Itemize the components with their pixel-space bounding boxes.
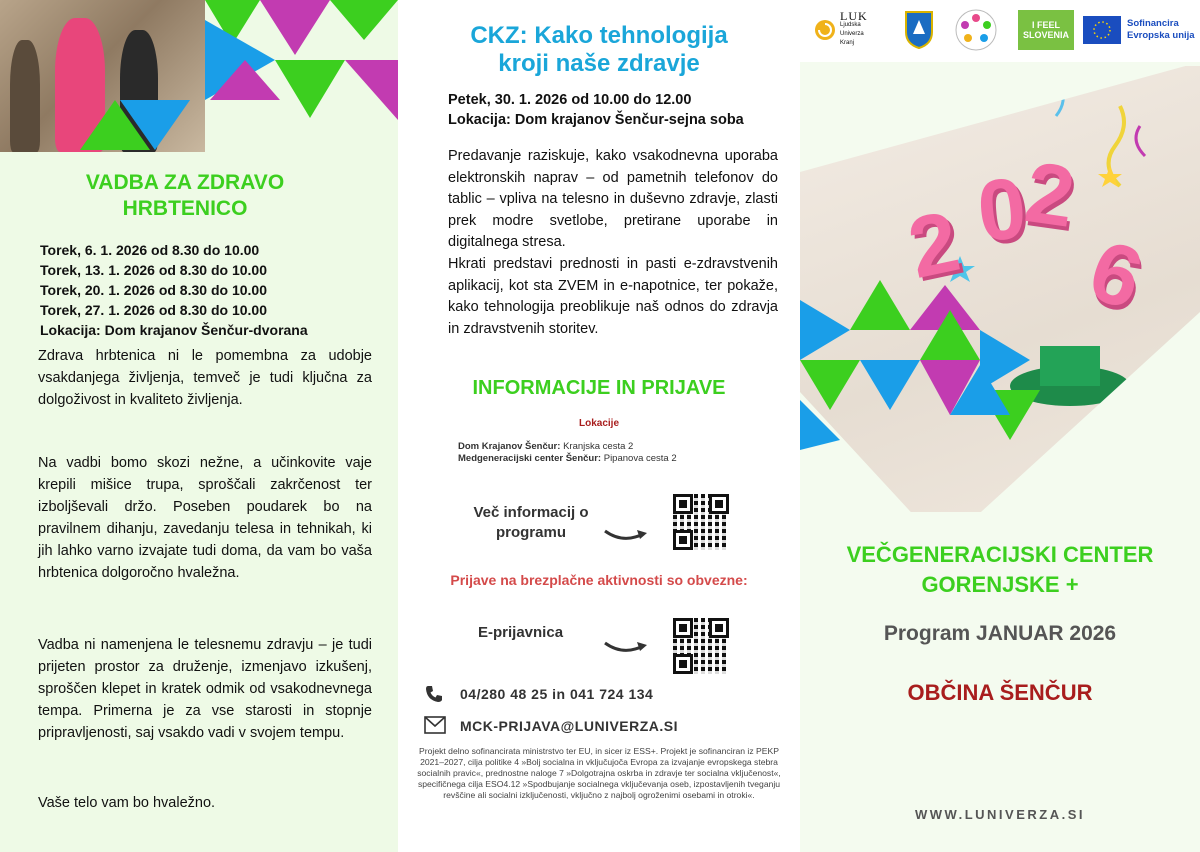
middle-paragraph-2: Hkrati predstavi prednosti in pasti e-zdravstvenih aplikacij, kot sta ZVEM in e-napotnice, ter pokaže, kako tehnologija preoblikuje naš odnos do zdravja in zdravstvenih storitev.	[448, 256, 778, 337]
funding-disclaimer: Projekt delno sofinancirata ministrstvo ter EU, in sicer iz ESS+. Projekt je sofinanciran iz PEKP 2021–2027, cilja politike 4 »Bolj socialna in vključujoča Evropa za izvajanje evropskega stebra socialnih pravic«, prednostne naloge 7 »Dolgotrajna oskrba in zdravje ter socialna vključenost«, specifičnega cilja ESO4.12 »Spodbujanje socialnega vključevanja oseb, izpostavljenih tveganju revščine ali socialni izključenosti, vključno z najbolj ogroženimi osebami in otroki«.	[417, 746, 781, 800]
arrow-right-icon	[603, 640, 649, 654]
middle-title-line2: kroji naše zdravje	[498, 50, 700, 77]
triangle-decoration	[800, 240, 1060, 450]
locations-label: Lokacije	[578, 418, 620, 429]
eu-cofunding-logo	[1083, 10, 1195, 50]
luk-title: LUK	[840, 9, 868, 23]
location-address: Pipanova cesta 2	[603, 453, 677, 464]
middle-panel	[398, 0, 800, 852]
left-paragraph-3: Vadba ni namenjena le telesnemu zdravju – je tudi prijeten prostor za druženje, izmenjavo izkušenj, sproščen klepet in kratek odmik od vsakodnevnega tempa. Primerna je za vse starosti in stopnje pripravljenosti, saj vsakdo vadi v svojem tempu.	[38, 637, 372, 741]
luk-logo	[810, 10, 878, 50]
left-title-line1: VADBA ZA ZDRAVO	[85, 171, 285, 194]
registration-note: Prijave na brezplačne aktivnosti so obvezne:	[450, 572, 748, 588]
year-digit: 2	[1019, 144, 1081, 246]
phone-icon	[424, 684, 444, 704]
more-info-line1: Več informacij o	[473, 504, 589, 521]
event-location: Lokacija: Dom krajanov Šenčur-sejna soba	[448, 112, 744, 128]
schedule-list	[40, 240, 308, 340]
schedule-item: Torek, 20. 1. 2026 od 8.30 do 10.00	[40, 282, 267, 298]
left-paragraph-1: Zdrava hrbtenica ni le pomembna za udobje vsakdanjega življenja, temveč je tudi ključna za dolgoživost in kvaliteto življenja.	[38, 348, 372, 408]
left-panel	[0, 0, 398, 852]
triangle-decoration	[80, 0, 398, 180]
phone-number: 04/280 48 25 in 041 724 134	[460, 686, 654, 702]
more-info-label	[456, 503, 606, 543]
eu-line2: Evropska unija	[1127, 30, 1195, 41]
email-icon	[424, 716, 446, 734]
e-registration-label: E-prijavnica	[478, 624, 564, 641]
luk-subtitle: Ljudska Univerza Kranj	[840, 22, 864, 46]
location-name: Dom Krajanov Šenčur:	[458, 441, 561, 452]
schedule-location: Lokacija: Dom krajanov Šenčur-dvorana	[40, 322, 308, 338]
website-link[interactable]: WWW.LUNIVERZA.SI	[915, 807, 1085, 822]
center-title	[800, 540, 1200, 600]
left-paragraph-4: Vaše telo vam bo hvaležno.	[38, 795, 216, 811]
eu-flag-icon	[1083, 16, 1121, 44]
location-item-1	[458, 441, 677, 453]
kranj-coat-of-arms-icon	[904, 10, 934, 50]
center-title-line1: VEČGENERACIJSKI CENTER	[846, 542, 1154, 567]
email-address[interactable]: MCK-PRIJAVA@LUNIVERZA.SI	[460, 718, 679, 734]
schedule-item: Torek, 6. 1. 2026 od 8.30 do 10.00	[40, 242, 260, 258]
ifeel-line2: SLOVENIA	[1022, 30, 1069, 40]
more-info-line2: programu	[495, 524, 566, 541]
qr-code-program[interactable]	[673, 494, 729, 550]
arrow-right-icon	[603, 528, 649, 542]
generational-center-logo	[954, 8, 998, 52]
left-title	[0, 170, 370, 222]
locations-list	[458, 441, 677, 465]
right-panel	[800, 0, 1200, 852]
middle-paragraph-1: Predavanje raziskuje, kako vsakodnevna uporaba elektronskih naprav – od pametnih telefonov do tablic – vpliva na telesno in duševno zdravje, zlasti prek modre svetlobe, pretirane uporabe in digitalnega stresa.	[448, 148, 778, 250]
luk-spiral-icon	[814, 19, 836, 41]
middle-title	[398, 22, 800, 78]
center-title-line2: GORENJSKE +	[921, 572, 1079, 597]
schedule-item: Torek, 13. 1. 2026 od 8.30 do 10.00	[40, 262, 267, 278]
location-item-2	[458, 453, 677, 465]
year-digit: 0	[973, 159, 1031, 261]
schedule-item: Torek, 27. 1. 2026 od 8.30 do 10.00	[40, 302, 267, 318]
year-digit: 2	[900, 193, 968, 297]
left-paragraph-2: Na vadbi bomo skozi nežne, a učinkovite vaje krepili mišice trupa, sproščali zakrčenost ter izboljševali držo. Poseben poudarek bo na pravilnem dihanju, zavedanju telesa in tehnikah, ki jih lahko varno izvajate tudi doma, da vam bo vaša hrbtenica dolgoročno hvaležna.	[38, 455, 372, 581]
photo-person-left	[10, 40, 40, 152]
left-title-line2: HRBTENICO	[122, 197, 248, 220]
eu-line1: Sofinancira	[1127, 18, 1179, 29]
qr-code-registration[interactable]	[673, 618, 729, 674]
location-address: Kranjska cesta 2	[563, 441, 634, 452]
year-digit: 6	[1078, 221, 1154, 329]
municipality-title: OBČINA ŠENČUR	[907, 680, 1093, 705]
middle-title-line1: CKZ: Kako tehnologija	[470, 22, 728, 49]
ifeel-line1: I FEEL	[1031, 20, 1060, 30]
i-feel-slovenia-logo	[1018, 10, 1074, 50]
program-title: Program JANUAR 2026	[883, 622, 1117, 645]
location-name: Medgeneracijski center Šenčur:	[458, 453, 602, 464]
info-heading: INFORMACIJE IN PRIJAVE	[472, 377, 726, 399]
event-date: Petek, 30. 1. 2026 od 10.00 do 12.00	[448, 92, 692, 108]
event-details	[448, 90, 744, 130]
